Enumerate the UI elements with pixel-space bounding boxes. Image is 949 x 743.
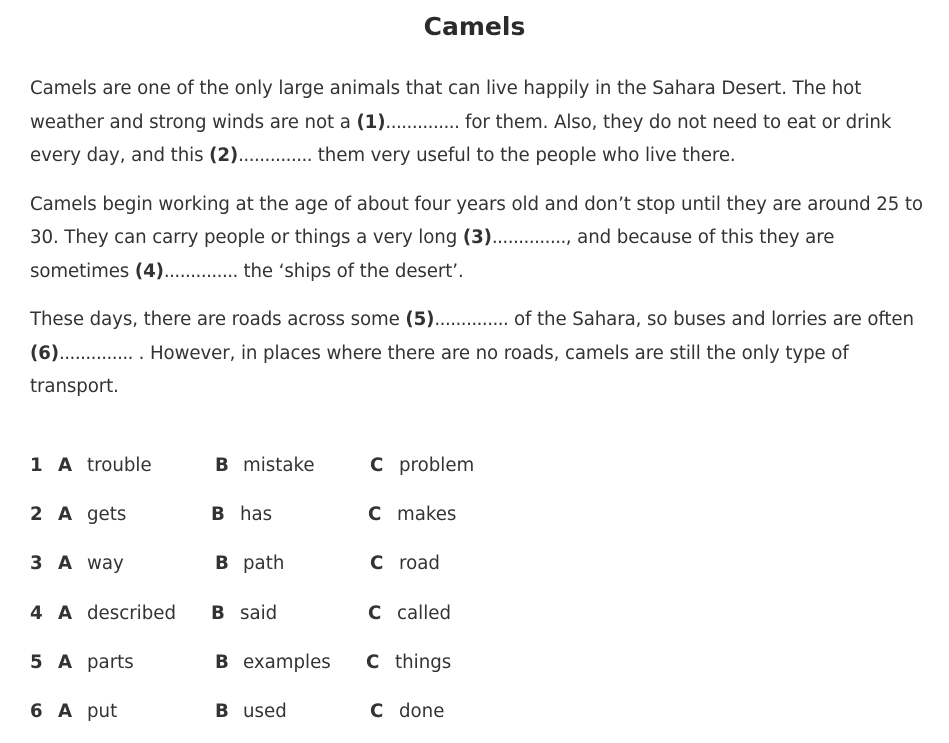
paragraph-text: for them. Also, they do not need to eat or drink every day, and this [30,111,892,166]
question-row-5 [30,645,730,694]
option-letter-c: C [368,602,382,624]
question-number: 5 [30,651,43,673]
option-letter-a: A [58,651,73,673]
paragraph-text: of the Sahara, so buses and lorries are often [508,309,914,330]
gap-number: (2) [209,145,239,166]
gap-6 [30,343,133,364]
option-a[interactable]: put [87,700,118,722]
gap-dots: .............. [385,111,460,133]
option-b[interactable]: examples [243,651,331,673]
question-row-1 [30,448,730,497]
question-number: 3 [30,553,43,575]
question-number: 1 [30,455,43,476]
option-a[interactable]: trouble [87,455,152,476]
gap-number: (3) [462,227,492,248]
paragraph-3 [30,303,930,404]
question-row-4 [30,596,730,645]
option-a[interactable]: gets [87,504,127,526]
gap-number: (1) [356,111,386,133]
option-c[interactable]: done [399,700,445,722]
option-letter-c: C [370,700,384,722]
option-letter-b: B [215,553,229,575]
option-b[interactable]: has [240,504,273,526]
gap-number: (5) [405,309,435,330]
paragraph-2 [30,188,930,289]
question-number: 6 [30,700,43,722]
paragraph-text: Camels begin working at the age of about four years old and don’t stop until they are around 25 to 30. They can carry people or things a very long [30,193,923,248]
option-letter-a: A [58,455,73,476]
option-a[interactable]: way [87,553,124,575]
gap-dots: .............. [163,260,238,282]
option-b[interactable]: path [243,553,285,575]
question-number: 2 [30,504,43,526]
paragraph-text: . However, in places where there are no roads, camels are still the only type of transport. [30,342,849,397]
question-number: 4 [30,602,43,624]
option-letter-b: B [215,700,229,722]
gap-dots: .............. [434,309,509,330]
option-c[interactable]: problem [399,455,475,476]
gap-1 [356,112,459,133]
page-title: Camels [423,12,526,41]
option-letter-b: B [215,455,229,476]
option-a[interactable]: parts [87,651,134,673]
paragraph-text: Camels are one of the only large animals that can live happily in the Sahara Desert. The hot weather and strong winds are not a [30,78,862,133]
option-letter-b: B [211,504,225,526]
option-a[interactable]: described [87,602,177,624]
gap-number: (6) [30,342,59,364]
reading-passage [30,72,930,419]
option-b[interactable]: mistake [243,455,315,476]
option-letter-a: A [58,700,73,722]
option-letter-a: A [58,553,73,575]
option-c[interactable]: makes [397,504,457,526]
gap-5 [405,309,508,330]
gap-dots: .............. [238,145,313,166]
option-letter-c: C [368,504,382,526]
question-row-2 [30,497,730,546]
gap-dots: .............. [491,227,566,248]
question-row-6 [30,694,730,743]
option-letter-a: A [58,602,73,624]
option-letter-c: C [366,651,380,673]
gap-3 [463,227,566,248]
gap-2 [209,145,312,166]
gap-number: (4) [134,260,164,282]
option-letter-c: C [370,553,384,575]
option-c[interactable]: things [395,651,452,673]
paragraph-text: These days, there are roads across some [30,309,406,330]
paragraph-text: them very useful to the people who live there. [312,145,736,166]
option-letter-b: B [215,651,229,673]
option-c[interactable]: road [399,553,440,575]
gap-dots: .............. [58,342,133,364]
gap-4 [135,261,238,282]
question-row-3 [30,546,730,595]
option-letter-c: C [370,455,384,476]
option-letter-b: B [211,602,225,624]
paragraph-1 [30,72,930,173]
option-b[interactable]: said [240,602,278,624]
option-letter-a: A [58,504,73,526]
answer-options [30,448,730,743]
paragraph-text: , and because of this they are sometimes [30,227,835,282]
option-c[interactable]: called [397,602,451,624]
option-b[interactable]: used [243,700,287,722]
paragraph-text: the ‘ships of the desert’. [237,260,464,282]
